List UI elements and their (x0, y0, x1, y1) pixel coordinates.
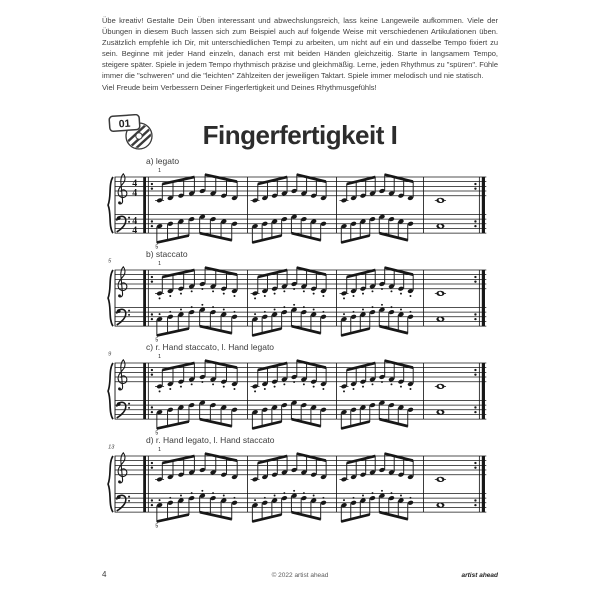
svg-text:4: 4 (132, 187, 138, 199)
svg-text:9: 9 (108, 351, 112, 358)
grand-staff-d (102, 441, 498, 529)
svg-text:5: 5 (108, 258, 112, 265)
music-system-c (102, 342, 498, 435)
svg-text:5: 5 (155, 244, 159, 251)
music-system-a (102, 156, 498, 249)
intro-paragraph: Übe kreativ! Gestalte Dein Üben interessant und abwechslungsreich, lass keine Langeweile aufkommen. Viele der Übungen in diesem Buch lassen sich zum Beispiel auch auf folgende Weise mit verschiedenen Artikulationen üben. Zusätzlich empfehle ich Dir, mit unterschiedlichen Tempi zu arbeiten, um nicht auf ein und dasselbe Tempo fixiert zu sein. Beginne mit jeder Hand einzeln, danach erst mit beiden Händen gleichzeitig. Starte in langsamem Tempo, steigere später. Spiele in jedem Tempo rhythmisch präzise und gleichmäßig. Lerne, jeden Rhythmus zu "spüren". Fühle immer die "schweren" und die "leichten" Zählzeiten der jeweiligen Taktart. Spiele immer melodisch und nie statisch. (102, 16, 498, 81)
publisher-logo: artist ahead (461, 572, 498, 579)
exercise-label-a: a) legato (146, 155, 180, 166)
svg-text:5: 5 (155, 430, 159, 437)
svg-text:4: 4 (132, 215, 138, 227)
svg-text:1: 1 (158, 446, 162, 453)
track-number-frame (109, 114, 140, 131)
title-row (102, 116, 498, 156)
exercise-label-b: b) staccato (146, 248, 188, 259)
track-number: 01 (118, 117, 131, 131)
grand-staff-b (102, 255, 498, 343)
page-number: 4 (102, 570, 107, 579)
svg-text:5: 5 (155, 523, 159, 530)
page-title: Fingerfertigkeit I (202, 119, 398, 150)
intro-closing-line: Viel Freude beim Verbessern Deiner Fingerfertigkeit und Deines Rhythmusgefühls! (102, 82, 377, 92)
music-system-d (102, 435, 498, 528)
page-content (102, 15, 498, 528)
cd-track-badge (108, 114, 158, 154)
copyright: © 2022 artist ahead (271, 572, 329, 579)
svg-text:1: 1 (158, 260, 162, 267)
grand-staff-c (102, 348, 498, 436)
exercise-label-c: c) r. Hand staccato, l. Hand legato (146, 341, 275, 352)
page-footer (102, 570, 498, 579)
svg-text:13: 13 (108, 444, 115, 451)
exercise-label-d: d) r. Hand legato, l. Hand staccato (146, 434, 275, 445)
svg-text:5: 5 (155, 337, 159, 344)
svg-text:1: 1 (158, 353, 162, 360)
svg-text:4: 4 (132, 224, 138, 236)
svg-text:4: 4 (132, 177, 138, 189)
svg-text:1: 1 (158, 167, 162, 174)
music-system-b (102, 249, 498, 342)
grand-staff-a (102, 162, 498, 250)
